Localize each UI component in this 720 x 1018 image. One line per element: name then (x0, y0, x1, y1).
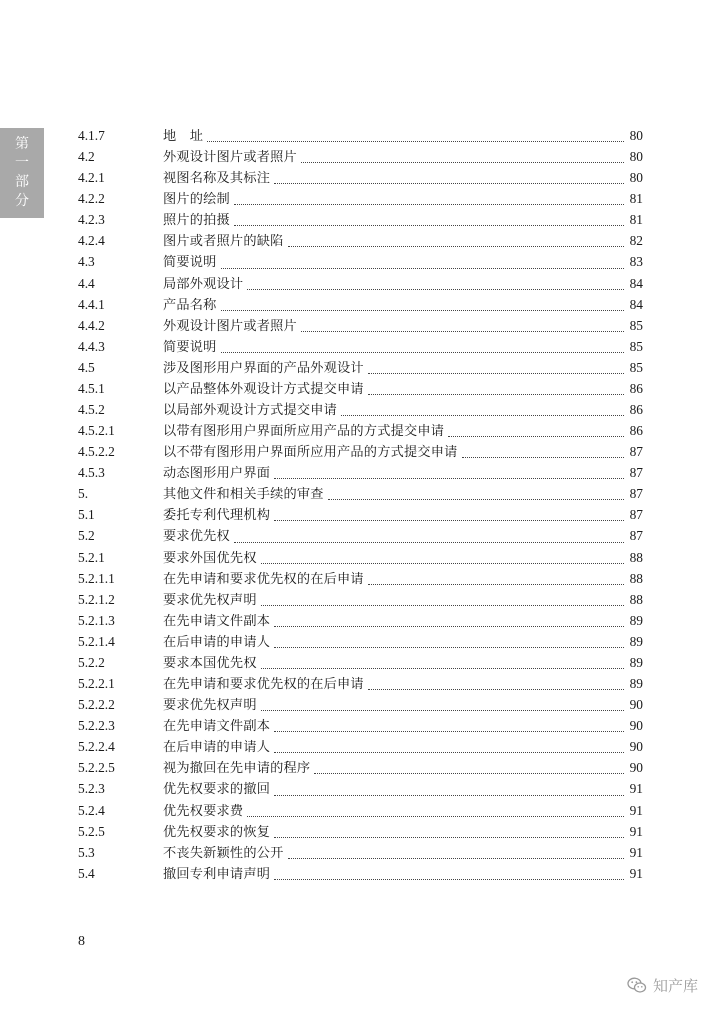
toc-row[interactable] (78, 357, 643, 378)
toc-section-number: 4.2.2 (78, 191, 105, 207)
dot-leader (247, 815, 624, 817)
toc-section-title: 要求优先权声明 (163, 592, 257, 608)
dot-leader (274, 878, 624, 880)
toc-section-number: 5.2.2.4 (78, 739, 115, 755)
toc-row[interactable] (78, 378, 643, 399)
toc-row[interactable] (78, 800, 643, 821)
toc-section-number: 5.3 (78, 844, 95, 860)
toc-section-title: 在后申请的申请人 (163, 634, 271, 650)
dot-leader (368, 688, 624, 690)
toc-section-title: 在先申请文件副本 (163, 613, 271, 629)
toc-section-number: 4.2 (78, 149, 95, 165)
toc-section-title: 动态图形用户界面 (163, 466, 271, 482)
toc-section-number: 4.4 (78, 275, 95, 291)
dot-leader (274, 730, 624, 732)
toc-row[interactable] (78, 230, 643, 251)
toc-row[interactable] (78, 694, 643, 715)
toc-section-title: 委托专利代理机构 (163, 508, 271, 524)
toc-row[interactable] (78, 778, 643, 799)
toc-section-number: 5.2.2.1 (78, 676, 115, 692)
toc-row[interactable] (78, 568, 643, 589)
toc-section-number: 5.2.2.3 (78, 718, 115, 734)
toc-page-number: 80 (629, 170, 643, 186)
toc-page-number: 82 (629, 233, 643, 249)
dot-leader (288, 857, 625, 859)
toc-section-title: 外观设计图片或者照片 (163, 150, 297, 166)
toc-section-title: 简要说明 (163, 339, 217, 355)
toc-page-number: 89 (629, 633, 643, 649)
dot-leader (328, 498, 624, 500)
toc-section-number: 5.2.1.3 (78, 612, 115, 628)
toc-row[interactable] (78, 589, 643, 610)
toc-page-number: 81 (629, 212, 643, 228)
toc-page-number: 85 (629, 359, 643, 375)
dot-leader (274, 182, 624, 184)
dot-leader (341, 414, 624, 416)
toc-row[interactable] (78, 167, 643, 188)
dot-leader (274, 625, 624, 627)
toc-section-number: 4.5 (78, 359, 95, 375)
toc-section-number: 5.2.2.2 (78, 697, 115, 713)
toc-section-number: 5.2.1.1 (78, 570, 115, 586)
toc-row[interactable] (78, 736, 643, 757)
section-tab-char: 部 (15, 174, 29, 190)
wechat-icon (627, 977, 647, 994)
toc-page-number: 91 (629, 802, 643, 818)
toc-page-number: 85 (629, 338, 643, 354)
toc-page-number: 90 (629, 697, 643, 713)
section-tab-char: 分 (15, 193, 29, 209)
dot-leader (207, 140, 624, 142)
toc-page-number: 87 (629, 528, 643, 544)
toc-section-number: 5.2.2 (78, 654, 105, 670)
toc-section-title: 产品名称 (163, 297, 217, 313)
toc-section-title: 局部外观设计 (163, 276, 244, 292)
toc-row[interactable] (78, 462, 643, 483)
toc-section-title: 在后申请的申请人 (163, 740, 271, 756)
toc-section-title: 在先申请和要求优先权的在后申请 (163, 571, 364, 587)
toc-section-title: 不丧失新颖性的公开 (163, 845, 284, 861)
dot-leader (274, 477, 624, 479)
toc-section-title: 视图名称及其标注 (163, 171, 271, 187)
toc-section-title: 优先权要求费 (163, 803, 244, 819)
dot-leader (274, 836, 624, 838)
toc-row[interactable] (78, 842, 643, 863)
toc-section-number: 5.2.1.4 (78, 633, 115, 649)
dot-leader (368, 393, 624, 395)
dot-leader (247, 288, 624, 290)
toc-page-number: 86 (629, 380, 643, 396)
toc-section-title: 撤回专利申请声明 (163, 866, 271, 882)
toc-section-number: 4.2.3 (78, 212, 105, 228)
toc-page-number: 86 (629, 423, 643, 439)
toc-section-number: 4.4.3 (78, 338, 105, 354)
dot-leader (314, 772, 624, 774)
toc-row[interactable] (78, 504, 643, 525)
toc-page-number: 90 (629, 718, 643, 734)
toc-row[interactable] (78, 821, 643, 842)
dot-leader (462, 456, 624, 458)
toc-page-number: 89 (629, 676, 643, 692)
toc-page-number: 81 (629, 191, 643, 207)
toc-section-number: 4.5.2.2 (78, 444, 115, 460)
toc-page-number: 87 (629, 507, 643, 523)
toc-section-number: 4.2.1 (78, 170, 105, 186)
toc-section-number: 5.2.1 (78, 549, 105, 565)
toc-row[interactable] (78, 441, 643, 462)
dot-leader (261, 667, 624, 669)
toc-row[interactable] (78, 757, 643, 778)
section-tab-char: 一 (15, 155, 29, 171)
toc-page-number: 89 (629, 654, 643, 670)
dot-leader (368, 372, 624, 374)
toc-section-number: 5.2 (78, 528, 95, 544)
toc-page-number: 87 (629, 486, 643, 502)
toc-section-number: 5.2.3 (78, 781, 105, 797)
page-number: 8 (78, 934, 85, 949)
toc-section-title: 外观设计图片或者照片 (163, 318, 297, 334)
toc-row[interactable] (78, 631, 643, 652)
toc-section-title: 要求优先权声明 (163, 698, 257, 714)
toc-section-title: 要求本国优先权 (163, 655, 257, 671)
dot-leader (221, 351, 624, 353)
toc-section-number: 5.1 (78, 507, 95, 523)
dot-leader (301, 161, 624, 163)
watermark-text: 知产库 (652, 977, 698, 995)
toc-row[interactable] (78, 610, 643, 631)
toc-section-number: 4.5.2.1 (78, 423, 115, 439)
toc-section-number: 5.2.5 (78, 823, 105, 839)
toc-section-title: 以产品整体外观设计方式提交申请 (163, 381, 364, 397)
toc-row[interactable] (78, 251, 643, 272)
dot-leader (221, 309, 624, 311)
toc-row[interactable] (78, 420, 643, 441)
toc-row[interactable] (78, 863, 643, 884)
dot-leader (368, 583, 624, 585)
toc-section-number: 4.5.2 (78, 402, 105, 418)
toc-page-number: 88 (629, 570, 643, 586)
toc-section-number: 4.3 (78, 254, 95, 270)
toc-section-title: 视为撤回在先申请的程序 (163, 761, 311, 777)
toc-page-number: 90 (629, 739, 643, 755)
toc-row[interactable] (78, 399, 643, 420)
dot-leader (234, 203, 624, 205)
toc-section-number: 4.5.3 (78, 465, 105, 481)
dot-leader (274, 794, 624, 796)
dot-leader (234, 541, 624, 543)
toc-section-title: 在先申请文件副本 (163, 719, 271, 735)
toc-section-title: 要求外国优先权 (163, 550, 257, 566)
dot-leader (274, 751, 624, 753)
dot-leader (261, 562, 624, 564)
toc-page-number: 88 (629, 591, 643, 607)
toc-page-number: 90 (629, 760, 643, 776)
toc-section-title: 图片的绘制 (163, 192, 230, 208)
toc-section-number: 5.4 (78, 865, 95, 881)
toc-row[interactable] (78, 547, 643, 568)
toc-section-title: 优先权要求的撤回 (163, 782, 271, 798)
toc-section-title: 其他文件和相关手续的审查 (163, 487, 324, 503)
toc-section-title: 优先权要求的恢复 (163, 824, 271, 840)
toc-row[interactable] (78, 146, 643, 167)
dot-leader (448, 435, 624, 437)
toc-section-number: 5.2.2.5 (78, 760, 115, 776)
toc-section-title: 图片或者照片的缺陷 (163, 234, 284, 250)
toc-page-number: 88 (629, 549, 643, 565)
toc-page-number: 86 (629, 402, 643, 418)
section-tab-char: 第 (15, 136, 29, 152)
toc-section-number: 5.2.1.2 (78, 591, 115, 607)
toc-row[interactable] (78, 652, 643, 673)
toc-section-title: 照片的拍摄 (163, 213, 230, 229)
toc-page-number: 80 (629, 149, 643, 165)
toc-row[interactable] (78, 273, 643, 294)
dot-leader (234, 224, 624, 226)
toc-row[interactable] (78, 125, 643, 146)
toc-section-number: 4.4.1 (78, 296, 105, 312)
toc-row[interactable] (78, 483, 643, 504)
toc-section-title: 以局部外观设计方式提交申请 (163, 403, 338, 419)
toc-section-number: 5. (78, 486, 89, 502)
dot-leader (274, 646, 624, 648)
toc-section-title: 要求优先权 (163, 529, 230, 545)
toc-row[interactable] (78, 315, 643, 336)
toc-row[interactable] (78, 209, 643, 230)
toc-row[interactable] (78, 673, 643, 694)
dot-leader (301, 330, 624, 332)
toc-section-number: 5.2.4 (78, 802, 105, 818)
toc-row[interactable] (78, 294, 643, 315)
toc-page-number: 84 (629, 275, 643, 291)
toc-page-number: 91 (629, 865, 643, 881)
dot-leader (288, 245, 625, 247)
toc-section-title: 涉及图形用户界面的产品外观设计 (163, 360, 364, 376)
dot-leader (261, 709, 624, 711)
toc-page-number: 80 (629, 128, 643, 143)
toc-section-title: 地 址 (163, 129, 204, 144)
toc-page-number: 91 (629, 844, 643, 860)
dot-leader (261, 604, 624, 606)
toc-page-number: 84 (629, 296, 643, 312)
toc-section-number: 4.4.2 (78, 317, 105, 333)
toc-section-title: 以带有图形用户界面所应用产品的方式提交申请 (163, 424, 445, 440)
toc-page-number: 91 (629, 781, 643, 797)
toc-page-number: 89 (629, 612, 643, 628)
dot-leader (274, 519, 624, 521)
toc-page-number: 83 (629, 254, 643, 270)
toc-page-number: 91 (629, 823, 643, 839)
section-tab (0, 128, 44, 218)
dot-leader (221, 267, 624, 269)
watermark (627, 975, 698, 996)
toc-section-number: 4.2.4 (78, 233, 105, 249)
toc-section-title: 以不带有图形用户界面所应用产品的方式提交申请 (163, 445, 458, 461)
toc-row[interactable] (78, 336, 643, 357)
toc-page-number: 87 (629, 444, 643, 460)
toc-row[interactable] (78, 188, 643, 209)
toc-row[interactable] (78, 715, 643, 736)
toc-section-number: 4.1.7 (78, 128, 105, 143)
toc-section-title: 在先申请和要求优先权的在后申请 (163, 677, 364, 693)
toc-section-title: 简要说明 (163, 255, 217, 271)
table-of-contents (78, 125, 643, 884)
toc-row[interactable] (78, 525, 643, 546)
toc-page-number: 85 (629, 317, 643, 333)
toc-page-number: 87 (629, 465, 643, 481)
toc-section-number: 4.5.1 (78, 380, 105, 396)
